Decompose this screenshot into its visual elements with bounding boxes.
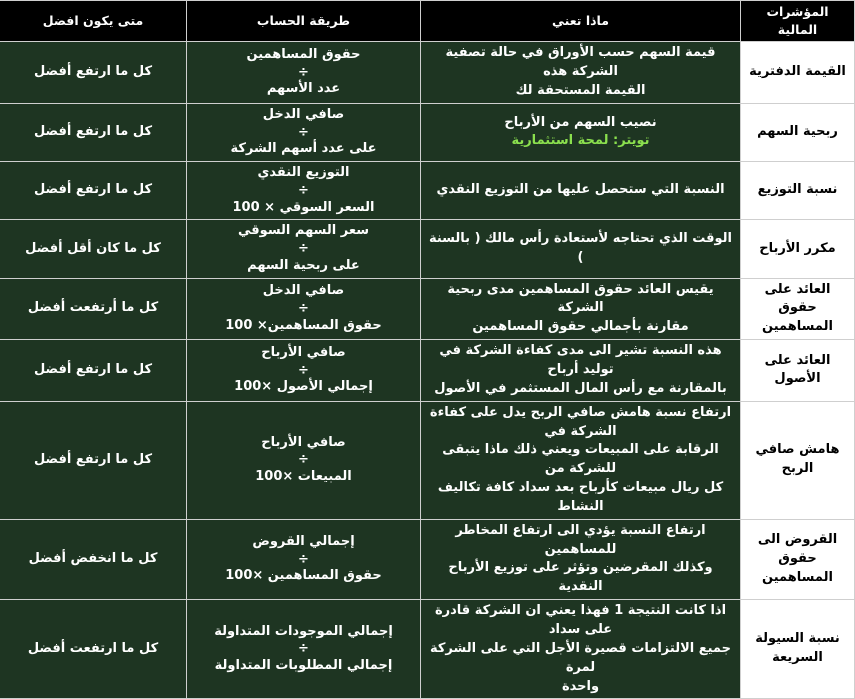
indicator-best: كل ما ارتفع أفضل <box>0 340 187 402</box>
indicator-calculation <box>187 340 421 402</box>
meaning-line: مقارنة بأجمالي حقوق المساهمين <box>472 319 689 335</box>
calc-denominator: حقوق المساهمين ×100 <box>225 568 382 584</box>
indicator-name: القيمة الدفترية <box>741 42 855 104</box>
meaning-line: ارتفاع النسبة يؤدي الى ارتفاع المخاطر للمساهمين <box>455 522 706 557</box>
table-row <box>0 103 855 161</box>
indicator-name: العائد على حقوق المساهمين <box>741 278 855 340</box>
indicator-calculation <box>187 600 421 699</box>
divide-sign: ÷ <box>298 64 309 80</box>
indicator-meaning <box>421 519 741 599</box>
divide-sign: ÷ <box>298 551 309 567</box>
meaning-line: الرقابة على المبيعات ويعني ذلك ماذا يتبقى للشركة من <box>442 442 719 477</box>
indicator-meaning <box>421 42 741 104</box>
indicator-meaning <box>421 278 741 340</box>
indicator-meaning <box>421 220 741 278</box>
indicator-meaning <box>421 600 741 699</box>
calc-denominator: عدد الأسهم <box>266 81 341 97</box>
meaning-line: واحدة <box>561 678 600 694</box>
table-row <box>0 519 855 599</box>
indicator-name: ربحية السهم <box>741 103 855 161</box>
calc-denominator: إجمالي المطلوبات المتداولة <box>214 658 393 674</box>
meaning-line: يقيس العائد حقوق المساهمين مدى ربحية الشركة <box>447 281 714 316</box>
divide-sign: ÷ <box>298 241 309 257</box>
indicator-calculation <box>187 162 421 220</box>
indicator-name: العائد على الأصول <box>741 340 855 402</box>
twitter-handle: تويتر: لمحة استثمارية <box>511 133 650 149</box>
calc-denominator: حقوق المساهمين× 100 <box>225 317 382 333</box>
meaning-line: وكذلك المقرضين وتؤثر على توزيع الأرباح النقدية <box>448 560 713 595</box>
indicator-meaning <box>421 401 741 519</box>
indicator-best: كل ما انخفض أفضل <box>0 519 187 599</box>
calc-numerator: إجمالي الموجودات المتداولة <box>214 623 393 639</box>
indicator-meaning <box>421 162 741 220</box>
calc-numerator: صافي الأرباح <box>261 344 346 360</box>
calc-denominator: إجمالي الأصول ×100 <box>234 379 373 395</box>
calc-denominator: المبيعات ×100 <box>255 469 352 485</box>
indicator-best: كل ما ارتفع أفضل <box>0 42 187 104</box>
indicator-best: كل ما ارتفعت أفضل <box>0 600 187 699</box>
header-calculation: طريقة الحساب <box>187 1 421 42</box>
meaning-line: ارتفاع نسبة هامش صافي الربح يدل على كفاءة الشركة في <box>429 404 732 439</box>
indicator-best: كل ما كان أقل أفضل <box>0 220 187 278</box>
meaning-line: قيمة السهم حسب الأوراق في حالة تصفية الشركة هذه <box>445 45 716 80</box>
meaning-line: بالمقارنة مع رأس المال المستثمر في الأصول <box>434 380 727 396</box>
indicator-calculation <box>187 401 421 519</box>
calc-numerator: صافي الأرباح <box>261 434 346 450</box>
divide-sign: ÷ <box>298 124 309 140</box>
calc-denominator: على ربحية السهم <box>247 257 360 273</box>
indicator-calculation <box>187 103 421 161</box>
indicator-best: كل ما ارتفع أفضل <box>0 103 187 161</box>
indicator-calculation <box>187 519 421 599</box>
indicator-meaning <box>421 340 741 402</box>
indicator-name: مكرر الأرباح <box>741 220 855 278</box>
meaning-line: اذا كانت النتيجة 1 فهذا يعني ان الشركة قادرة على سداد <box>434 603 727 637</box>
table-row <box>0 162 855 220</box>
indicator-name: القروض الى حقوق المساهمين <box>741 519 855 599</box>
meaning-line: نصيب السهم من الأرباح <box>504 114 657 130</box>
meaning-line: هذه النسبة تشير الى مدى كفاءة الشركة في توليد أرباح <box>439 343 722 377</box>
divide-sign: ÷ <box>298 362 309 378</box>
header-row <box>0 1 855 42</box>
indicator-calculation <box>187 220 421 278</box>
indicator-best: كل ما ارتفع أفضل <box>0 401 187 519</box>
indicator-name: نسبة السيولة السريعة <box>741 600 855 699</box>
meaning-line: جميع الالتزامات قصيرة الأجل التي على الشركة لمرة <box>429 640 732 675</box>
header-best: متى يكون افضل <box>0 1 187 42</box>
header-indicator: المؤشرات المالية <box>741 1 855 42</box>
indicator-best: كل ما أرتفعت أفضل <box>0 278 187 340</box>
calc-numerator: سعر السهم السوقي <box>238 223 369 239</box>
indicator-best: كل ما ارتفع أفضل <box>0 162 187 220</box>
indicator-calculation <box>187 42 421 104</box>
calc-numerator: صافي الدخل <box>262 283 345 299</box>
meaning-line: الوقت الذي تحتاجه لأستعادة رأس مالك ( بالسنة ) <box>428 231 733 265</box>
meaning-line: كل ريال مبيعات كأرباح بعد سداد كافة تكاليف النشاط <box>437 480 724 514</box>
calc-numerator: التوزيع النقدي <box>257 165 350 181</box>
calc-denominator: على عدد أسهم الشركة <box>230 141 377 157</box>
calc-numerator: حقوق المساهمين <box>246 46 361 62</box>
table-row <box>0 340 855 402</box>
meaning-line: النسبة التي ستحصل عليها من التوزيع النقدي <box>436 182 725 198</box>
indicator-meaning <box>421 103 741 161</box>
calc-numerator: صافي الدخل <box>262 106 345 122</box>
indicator-calculation <box>187 278 421 340</box>
calc-denominator: السعر السوقي × 100 <box>232 199 375 215</box>
table-row <box>0 401 855 519</box>
divide-sign: ÷ <box>298 452 309 468</box>
table-row <box>0 600 855 699</box>
header-meaning: ماذا تعني <box>421 1 741 42</box>
table-row <box>0 42 855 104</box>
indicator-name: هامش صافي الربح <box>741 401 855 519</box>
indicator-name: نسبة التوزيع <box>741 162 855 220</box>
calc-numerator: إجمالي القروض <box>252 533 355 549</box>
table-row <box>0 278 855 340</box>
meaning-line: القيمة المستحقة لك <box>515 82 646 98</box>
table-row <box>0 220 855 278</box>
divide-sign: ÷ <box>298 182 309 198</box>
divide-sign: ÷ <box>298 641 309 657</box>
divide-sign: ÷ <box>298 301 309 317</box>
